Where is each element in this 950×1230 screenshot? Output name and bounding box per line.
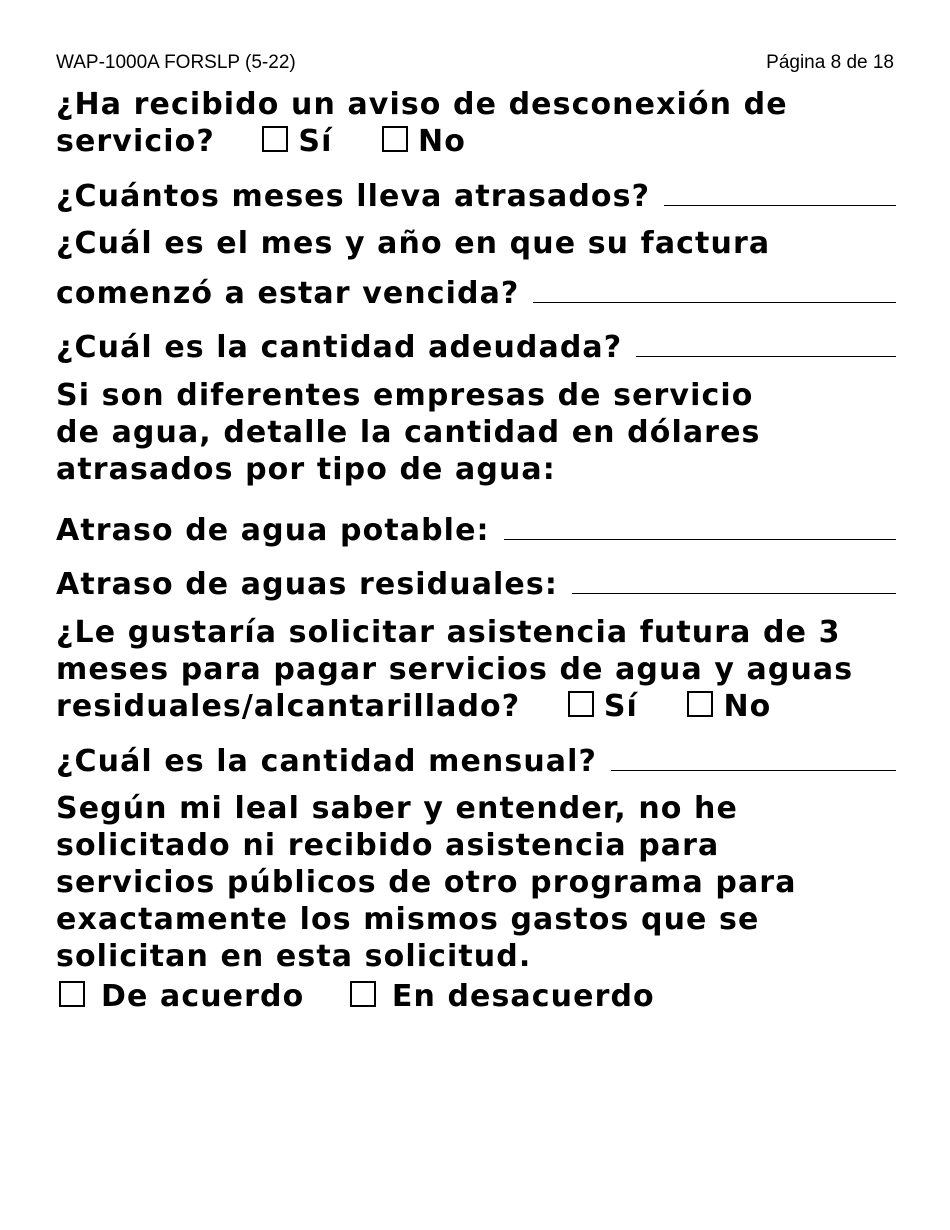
overdue-since-line1: ¿Cuál es el mes y año en que su factura bbox=[56, 226, 771, 261]
monthly-amount-question bbox=[56, 743, 896, 780]
disconnect-no-label: No bbox=[418, 124, 466, 159]
future-yes-label: Sí bbox=[603, 689, 638, 724]
disconnect-question-line1: ¿Ha recibido un aviso de desconexión de bbox=[56, 87, 788, 122]
certification-options bbox=[56, 978, 896, 1015]
months-question bbox=[56, 178, 896, 215]
future-yes-checkbox[interactable] bbox=[568, 691, 594, 717]
wastewater-label: Atraso de aguas residuales: bbox=[56, 567, 558, 602]
overdue-since-question bbox=[56, 225, 896, 312]
wastewater-field[interactable] bbox=[572, 592, 896, 594]
disconnect-question-line2 bbox=[56, 123, 896, 160]
amount-owed-question bbox=[56, 329, 896, 366]
months-label: ¿Cuántos meses lleva atrasados? bbox=[56, 179, 651, 214]
drinking-water-question bbox=[56, 512, 896, 549]
disagree-checkbox[interactable] bbox=[350, 981, 376, 1007]
page-header bbox=[56, 52, 894, 74]
disconnect-yes-label: Sí bbox=[298, 124, 333, 159]
drinking-water-label: Atraso de agua potable: bbox=[56, 513, 490, 548]
water-detail-line2: de agua, detalle la cantidad en dólares bbox=[56, 415, 761, 450]
disconnect-question-text: servicio? bbox=[56, 124, 215, 159]
future-assistance-text: residuales/alcantarillado? bbox=[56, 689, 521, 724]
certification-statement bbox=[56, 790, 896, 1015]
disconnect-no-checkbox[interactable] bbox=[382, 126, 408, 152]
certification-line4: exactamente los mismos gastos que se bbox=[56, 902, 760, 937]
certification-line2: solicitado ni recibido asistencia para bbox=[56, 828, 720, 863]
drinking-water-field[interactable] bbox=[504, 538, 896, 540]
water-detail-line1: Si son diferentes empresas de servicio bbox=[56, 378, 754, 413]
disconnect-yes-checkbox[interactable] bbox=[262, 126, 288, 152]
overdue-since-field[interactable] bbox=[533, 301, 896, 303]
future-assistance-line1: ¿Le gustaría solicitar asistencia futura de 3 bbox=[56, 615, 841, 650]
form-id: WAP-1000A FORSLP (5-22) bbox=[56, 52, 296, 73]
agree-label: De acuerdo bbox=[101, 979, 305, 1014]
future-no-label: No bbox=[723, 689, 772, 724]
disconnect-no-option bbox=[382, 123, 466, 160]
disconnect-question bbox=[56, 86, 896, 160]
overdue-since-row bbox=[56, 275, 896, 312]
future-assistance-question bbox=[56, 614, 896, 725]
future-no-checkbox[interactable] bbox=[687, 691, 713, 717]
disconnect-yes-option bbox=[262, 123, 332, 160]
disagree-option bbox=[350, 979, 655, 1014]
future-assistance-line2: meses para pagar servicios de agua y aguas bbox=[56, 652, 854, 687]
page-number: Página 8 de 18 bbox=[766, 52, 894, 73]
monthly-amount-field[interactable] bbox=[611, 769, 896, 771]
water-detail-instructions bbox=[56, 377, 896, 488]
agree-option bbox=[56, 979, 304, 1014]
form-content bbox=[56, 86, 896, 1015]
amount-owed-field[interactable] bbox=[636, 355, 896, 357]
water-detail-line3: atrasados por tipo de agua: bbox=[56, 452, 556, 487]
certification-line1: Según mi leal saber y entender, no he bbox=[56, 791, 738, 826]
agree-checkbox[interactable] bbox=[59, 981, 85, 1007]
amount-owed-label: ¿Cuál es la cantidad adeudada? bbox=[56, 330, 623, 365]
future-yes-option bbox=[568, 688, 638, 725]
wastewater-question bbox=[56, 566, 896, 603]
monthly-amount-label: ¿Cuál es la cantidad mensual? bbox=[56, 744, 598, 779]
certification-line3: servicios públicos de otro programa para bbox=[56, 865, 797, 900]
months-field[interactable] bbox=[664, 204, 896, 206]
overdue-since-label: comenzó a estar vencida? bbox=[56, 276, 520, 311]
future-no-option bbox=[687, 688, 771, 725]
future-assistance-line3 bbox=[56, 688, 896, 725]
certification-line5: solicitan en esta solicitud. bbox=[56, 939, 532, 974]
disagree-label: En desacuerdo bbox=[391, 979, 655, 1014]
